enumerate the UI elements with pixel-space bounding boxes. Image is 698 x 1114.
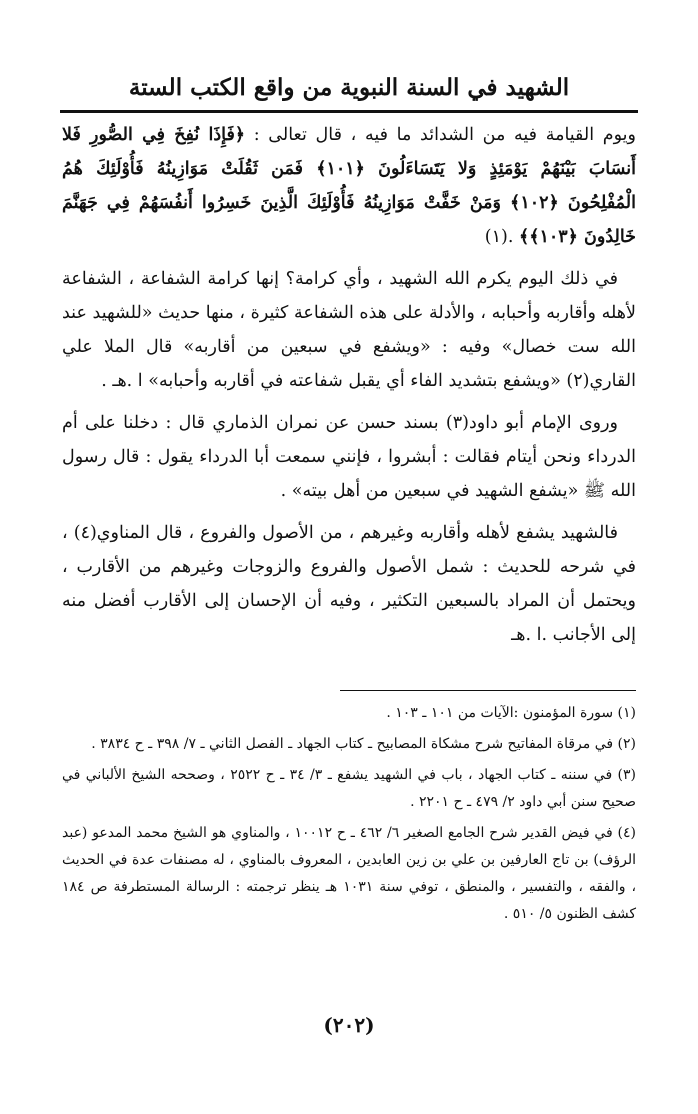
paragraph-4: فالشهيد يشفع لأهله وأقاربه وغيرهم ، من الأصول والفروع ، قال المناوي(٤) ، في شرحه للحديث : شمل الأصول والفروع والزوجات وغيرهم من الأقارب ، ويحتمل أن المراد بالسبعين التكثير ، وفيه أن الإحسان إلى الأقارب أفضل منه إلى الأجانب .ا .هـ <box>62 523 636 645</box>
paragraph-1 <box>62 118 636 254</box>
footnote-divider <box>340 690 636 691</box>
paragraph-3: وروى الإمام أبو داود(٣) بسند حسن عن نمران الذماري قال : دخلنا على أم الدرداء ونحن أيتام فقالت : أبشروا ، فإنني سمعت أبا الدرداء يقول : قال رسول الله ﷺ «يشفع الشهيد في سبعين من أهل بيته» . <box>62 413 636 501</box>
running-header: الشهيد في السنة النبوية من واقع الكتب الستة <box>128 74 570 101</box>
footnote-ref-1: .(١) <box>484 227 519 247</box>
main-text <box>62 118 636 660</box>
footnote-1: (١) سورة المؤمنون :الآيات من ١٠١ ـ ١٠٣ . <box>386 705 636 721</box>
footnote-2: (٢) في مرقاة المفاتيح شرح مشكاة المصابيح ـ كتاب الجهاد ـ الفصل الثاني ـ ٧/ ٣٩٨ ـ ح ٣٨٣٤ . <box>91 736 636 752</box>
paragraph-1-intro: ويوم القيامة فيه من الشدائد ما فيه ، قال تعالى : <box>245 125 636 145</box>
header-divider <box>60 110 638 113</box>
quran-verses: ﴿فَإِذَا نُفِخَ فِي الصُّورِ فَلا أَنسَابَ بَيْنَهُمْ يَوْمَئِذٍ وَلا يَتَسَاءَلُونَ ﴿١٠١﴾ فَمَن ثَقُلَتْ مَوَازِينُهُ فَأُوْلَئِكَ هُمُ الْمُفْلِحُونَ ﴿١٠٢﴾ وَمَنْ خَفَّتْ مَوَازِينُهُ فَأُوْلَئِكَ الَّذِينَ خَسِرُوا أَنفُسَهُمْ فِي جَهَنَّمَ خَالِدُونَ ﴿١٠٣﴾﴾ <box>62 125 636 247</box>
footnote-3: (٣) في سننه ـ كتاب الجهاد ، باب في الشهيد يشفع ـ ٣/ ٣٤ ـ ح ٢٥٢٢ ، وصححه الشيخ الألباني في صحيح سنن أبي داود ٢/ ٤٧٩ ـ ح ٢٢٠١ . <box>62 767 637 810</box>
footnotes <box>62 700 636 932</box>
footnote-4: (٤) في فيض القدير شرح الجامع الصغير ٦/ ٤٦٢ ـ ح ١٠٠١٢ ، والمناوي هو الشيخ محمد المدعو (عبد الرؤف) بن تاج العارفين بن علي بن زين العابدين ، المعروف بالمناوي ، له مصنفات عدة في الحديث ، والفقه ، والتفسير ، والمنطق ، توفي سنة ١٠٣١ هـ ينظر ترجمته : الرسالة المستطرفة ص ١٨٤ كشف الظنون ٥/ ٥١٠ . <box>62 825 636 922</box>
page-number: (٢٠٢) <box>323 1013 375 1037</box>
paragraph-2: في ذلك اليوم يكرم الله الشهيد ، وأي كرامة؟ إنها كرامة الشفاعة ، الشفاعة لأهله وأقاربه وأحبابه ، والأدلة على هذه الشفاعة كثيرة ، منها حديث «للشهيد عند الله ست خصال» وفيه : «ويشفع في سبعين من أقاربه» قال الملا علي القاري(٢) «ويشفع بتشديد الفاء أي يقبل شفاعته في أقاربه وأحبابه» ا .هـ . <box>62 269 636 391</box>
